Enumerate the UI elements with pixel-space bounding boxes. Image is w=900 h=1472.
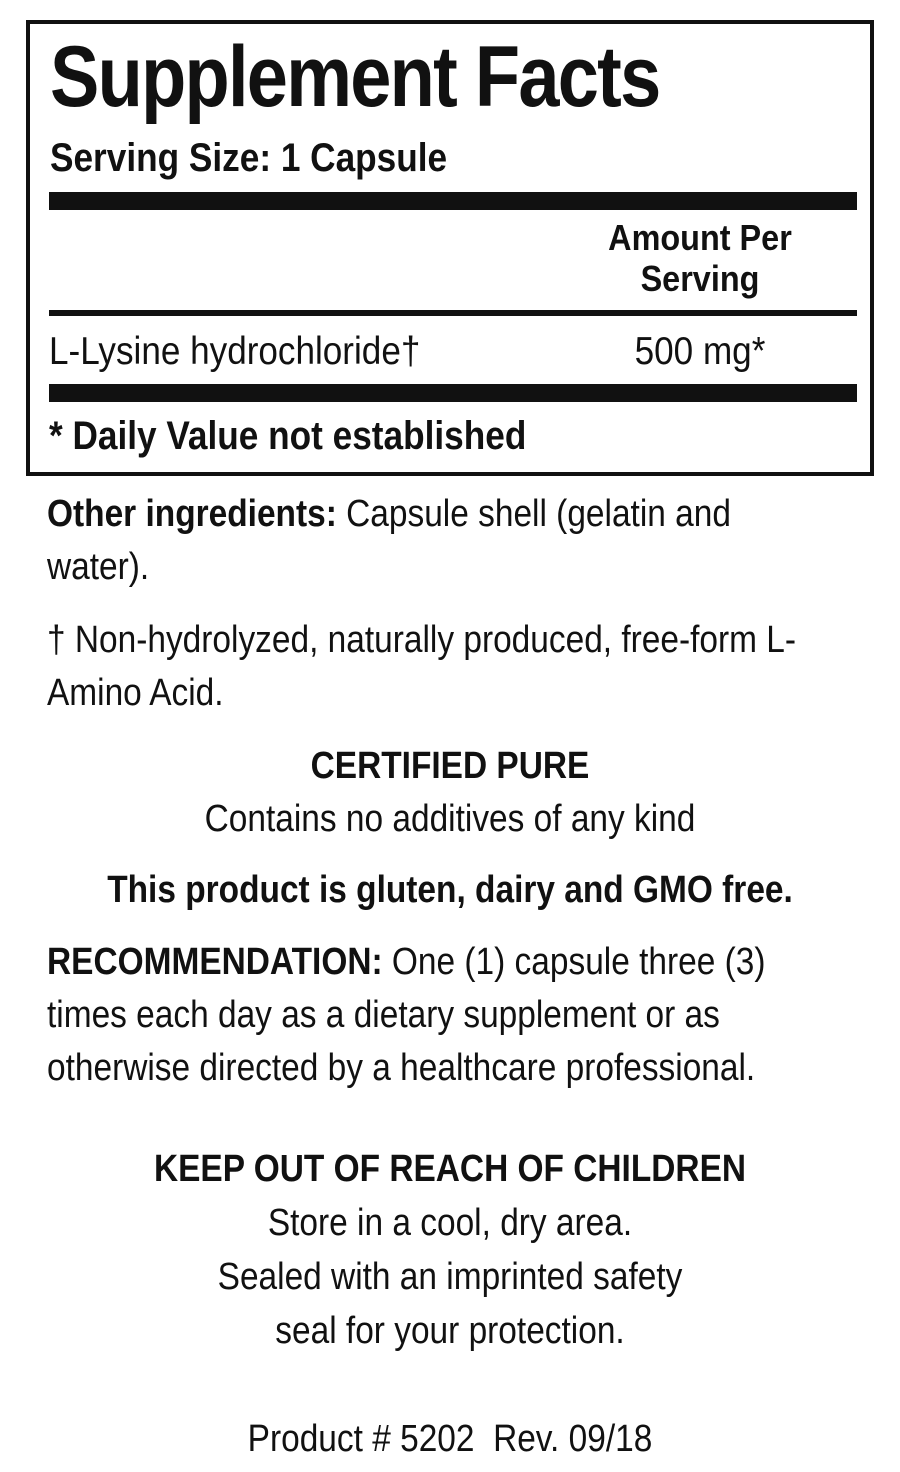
- other-ingredients: [47, 488, 839, 594]
- other-ingredients-label: Other ingredients:: [47, 493, 337, 535]
- seal-line-2: seal for your protection.: [275, 1310, 625, 1352]
- amount-header-line2: Serving: [640, 258, 760, 299]
- other-ingredients-text: Capsule shell (gelatin and water).: [47, 493, 731, 588]
- certified-heading: CERTIFIED PURE: [310, 745, 590, 787]
- free-from-statement: This product is gluten, dairy and GMO free.: [107, 869, 793, 911]
- divider-thin: [49, 310, 857, 316]
- storage-line: Store in a cool, dry area.: [267, 1202, 633, 1244]
- ingredient-amount: 500 mg*: [634, 330, 766, 373]
- certified-text: Contains no additives of any kind: [204, 798, 696, 840]
- divider-thick: [49, 192, 857, 210]
- recommendation: [47, 936, 839, 1095]
- recommendation-text: One (1) capsule three (3) times each day as a dietary supplement or as otherwise directed by a healthcare professional.: [47, 941, 766, 1089]
- recommendation-label: RECOMMENDATION:: [47, 941, 383, 983]
- daily-value-footnote: * Daily Value not established: [49, 414, 527, 458]
- ingredient-name: L-Lysine hydrochloride†: [49, 330, 421, 373]
- amount-per-serving-header: [601, 217, 799, 299]
- warning-heading: KEEP OUT OF REACH OF CHILDREN: [153, 1148, 747, 1190]
- divider-thick: [49, 384, 857, 402]
- product-info: Product # 5202 Rev. 09/18: [247, 1418, 653, 1460]
- amount-header-line1: Amount Per: [608, 217, 792, 258]
- dagger-note: † Non-hydrolyzed, naturally produced, free-form L-Amino Acid.: [47, 619, 797, 714]
- supplement-facts-panel: [26, 20, 874, 476]
- serving-size: Serving Size: 1 Capsule: [50, 136, 448, 180]
- seal-line-1: Sealed with an imprinted safety: [217, 1256, 683, 1298]
- panel-title: Supplement Facts: [50, 29, 660, 125]
